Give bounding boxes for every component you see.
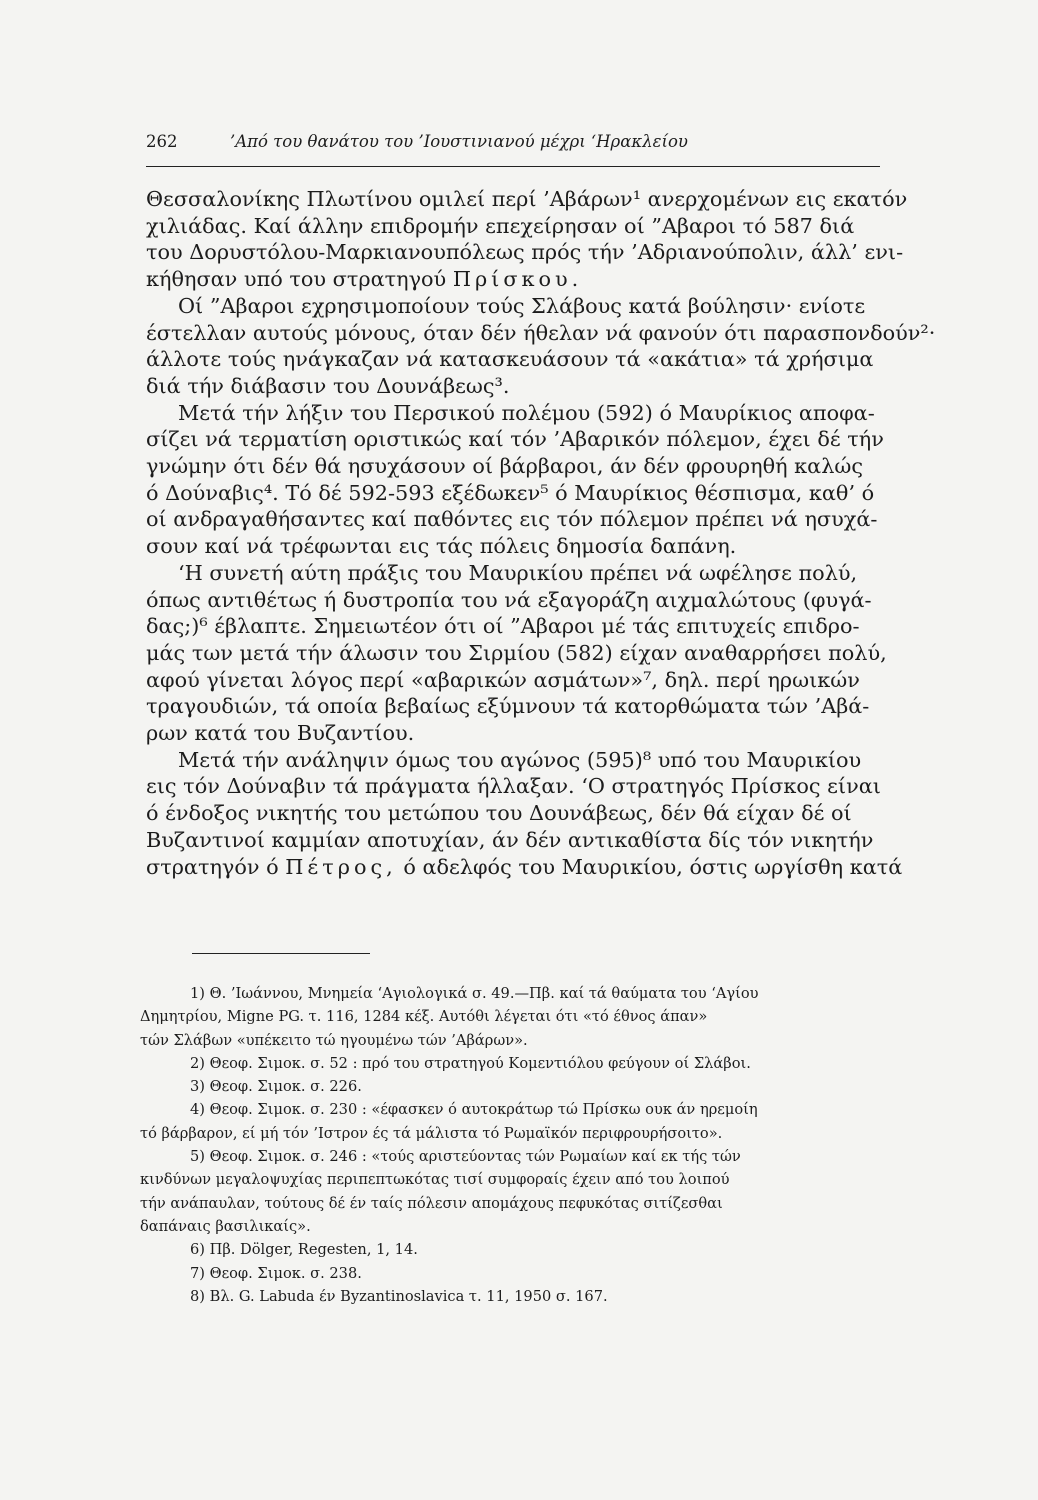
main-text xyxy=(146,186,936,880)
footnote-line: 4) Θεοφ. Σιμοκ. σ. 230 : «έφασκεν ό αυτοκράτωρ τώ Πρίσκω ουκ άν ηρεμοίη xyxy=(190,1101,758,1119)
text-segment: κήθησαν υπό του στρατηγού xyxy=(146,267,447,292)
running-title: ’Από του θανάτου του ’Ιουστινιανού μέχρι ‘Ηρακλείου xyxy=(230,132,688,151)
text-line: μάς των μετά τήν άλωσιν του Σιρμίου (582) είχαν αναθαρρήσει πολύ, xyxy=(146,640,887,665)
text-line: Οί ”Αβαροι εχρησιμοποίουν τούς Σλάβους κατά βούλησιν· ενίοτε xyxy=(178,293,866,318)
text-line: σίζει νά τερματίση οριστικώς καί τόν ’Αβαρικόν πόλεμον, έχει δέ τήν xyxy=(146,427,884,452)
text-line: εις τόν Δούναβιν τά πράγματα ήλλαξαν. ‘Ο στρατηγός Πρίσκος είναι xyxy=(146,774,881,799)
running-header xyxy=(146,132,880,167)
text-line: ρων κατά του Βυζαντίου. xyxy=(146,721,415,746)
text-line: σουν καί νά τρέφωνται εις τάς πόλεις δημοσία δαπάνη. xyxy=(146,534,737,559)
footnote-8 xyxy=(140,1285,880,1308)
paragraph-1 xyxy=(146,186,908,293)
footnote-line: 1) Θ. ’Ιωάννου, Μνημεία ‘Αγιολογικά σ. 49.—Πβ. καί τά θαύματα του ‘Αγίου xyxy=(190,985,759,1002)
text-line xyxy=(146,854,903,881)
footnote-line: κινδύνων μεγαλοψυχίας περιπεπτωκότας τισί συμφοραίς έχειν από του λοιπού xyxy=(140,1171,730,1189)
spaced-name-prisk: Πρίσκου. xyxy=(452,267,583,292)
footnote-line: 5) Θεοφ. Σιμοκ. σ. 246 : «τούς αριστεύοντας τών Ρωμαίων καί εκ τής τών xyxy=(190,1148,741,1166)
footnote-line: Δημητρίου, Migne PG. τ. 116, 1284 κέξ. Αυτόθι λέγεται ότι «τό έθνος άπαν» xyxy=(140,1008,708,1026)
footnote-line: τών Σλάβων «υπέκειτο τώ ηγουμένω τών ’Αβάρων». xyxy=(140,1031,528,1049)
paragraph-3 xyxy=(146,400,884,560)
page-number: 262 xyxy=(146,132,178,151)
paragraph-2 xyxy=(146,293,936,400)
footnote-line: 3) Θεοφ. Σιμοκ. σ. 226. xyxy=(190,1078,362,1096)
text-line: δας;)⁶ έβλαπτε. Σημειωτέον ότι οί ”Αβαροι μέ τάς επιτυχείς επιδρο- xyxy=(146,614,860,639)
text-line: γνώμην ότι δέν θά ησυχάσουν οί βάρβαροι, άν δέν φρουρηθή καλώς xyxy=(146,454,864,479)
text-line: αφού γίνεται λόγος περί «αβαρικών ασμάτων»⁷, δηλ. περί ηρωικών xyxy=(146,667,860,692)
text-line: ό ένδοξος νικητής του μετώπου του Δουνάβεως, δέν θά είχαν δέ οί xyxy=(146,801,852,826)
footnotes xyxy=(140,982,880,1308)
footnote-3 xyxy=(140,1075,880,1098)
text-line: χιλιάδας. Καί άλλην επιδρομήν επεχείρησαν οί ”Αβαροι τό 587 διά xyxy=(146,213,855,238)
footnote-divider xyxy=(192,953,370,954)
spaced-name-petros: Πέτρος, xyxy=(285,854,397,879)
footnote-line: 6) Πβ. Dölger, Regesten, 1, 14. xyxy=(190,1241,418,1259)
footnote-2 xyxy=(140,1052,880,1075)
text-line: ό Δούναβις⁴. Τό δέ 592-593 εξέδωκεν⁵ ό Μαυρίκιος θέσπισμα, καθ’ ό xyxy=(146,480,875,505)
footnote-4 xyxy=(140,1098,880,1145)
footnote-5 xyxy=(140,1145,880,1238)
footnote-1 xyxy=(140,982,880,1052)
text-line: οί ανδραγαθήσαντες καί παθόντες εις τόν πόλεμον πρέπει νά ησυχά- xyxy=(146,507,878,532)
text-line: ‘Η συνετή αύτη πράξις του Μαυρικίου πρέπει νά ωφέλησε πολύ, xyxy=(178,560,858,585)
footnote-6 xyxy=(140,1238,880,1261)
footnote-line: τό βάρβαρον, εί μή τόν ’Ιστρον ές τά μάλιστα τό Ρωμαϊκόν περιφρουρήσοιτο». xyxy=(140,1124,723,1142)
paragraph-5 xyxy=(146,747,903,881)
text-line: έστελλαν αυτούς μόνους, όταν δέν ήθελαν νά φανούν ότι παρασπονδούν²· xyxy=(146,320,936,345)
text-segment: ό αδελφός του Μαυρικίου, όστις ωργίσθη κατά xyxy=(403,854,903,879)
text-segment: στρατηγόν ό xyxy=(146,854,279,879)
footnote-line: δαπάναις βασιλικαίς». xyxy=(140,1217,311,1235)
text-line: του Δορυστόλου-Μαρκιανουπόλεως πρός τήν ’Αδριανούπολιν, άλλ’ ενι- xyxy=(146,240,904,265)
paragraph-4 xyxy=(146,560,887,747)
text-line: διά τήν διάβασιν του Δουνάβεως³. xyxy=(146,373,510,398)
footnote-7 xyxy=(140,1262,880,1285)
text-line xyxy=(146,266,876,293)
footnote-line: 7) Θεοφ. Σιμοκ. σ. 238. xyxy=(190,1264,362,1282)
text-line: τραγουδιών, τά οποία βεβαίως εξύμνουν τά κατορθώματα τών ’Αβά- xyxy=(146,694,870,719)
text-line: Μετά τήν ανάληψιν όμως του αγώνος (595)⁸ υπό του Μαυρικίου xyxy=(178,747,862,772)
footnote-line: 2) Θεοφ. Σιμοκ. σ. 52 : πρό του στρατηγού Κομεντιόλου φεύγουν οί Σλάβοι. xyxy=(190,1054,751,1072)
text-line: Θεσσαλονίκης Πλωτίνου ομιλεί περί ’Αβάρων¹ ανερχομένων εις εκατόν xyxy=(146,187,908,211)
text-line: άλλοτε τούς ηνάγκαζαν νά κατασκευάσουν τά «ακάτια» τά χρήσιμα xyxy=(146,347,874,372)
footnote-line: τήν ανάπαυλαν, τούτους δέ έν ταίς πόλεσιν απομάχους πεφυκότας σιτίζεσθαι xyxy=(140,1194,723,1212)
footnote-line: 8) Βλ. G. Labuda έν Byzantinoslavica τ. 11, 1950 σ. 167. xyxy=(190,1287,608,1305)
text-line: Βυζαντινοί καμμίαν αποτυχίαν, άν δέν αντικαθίστα δίς τόν νικητήν xyxy=(146,827,874,852)
text-line: όπως αντιθέτως ή δυστροπία του νά εξαγοράζη αιχμαλώτους (φυγά- xyxy=(146,587,872,612)
text-line: Μετά τήν λήξιν του Περσικού πολέμου (592) ό Μαυρίκιος αποφα- xyxy=(178,400,875,425)
